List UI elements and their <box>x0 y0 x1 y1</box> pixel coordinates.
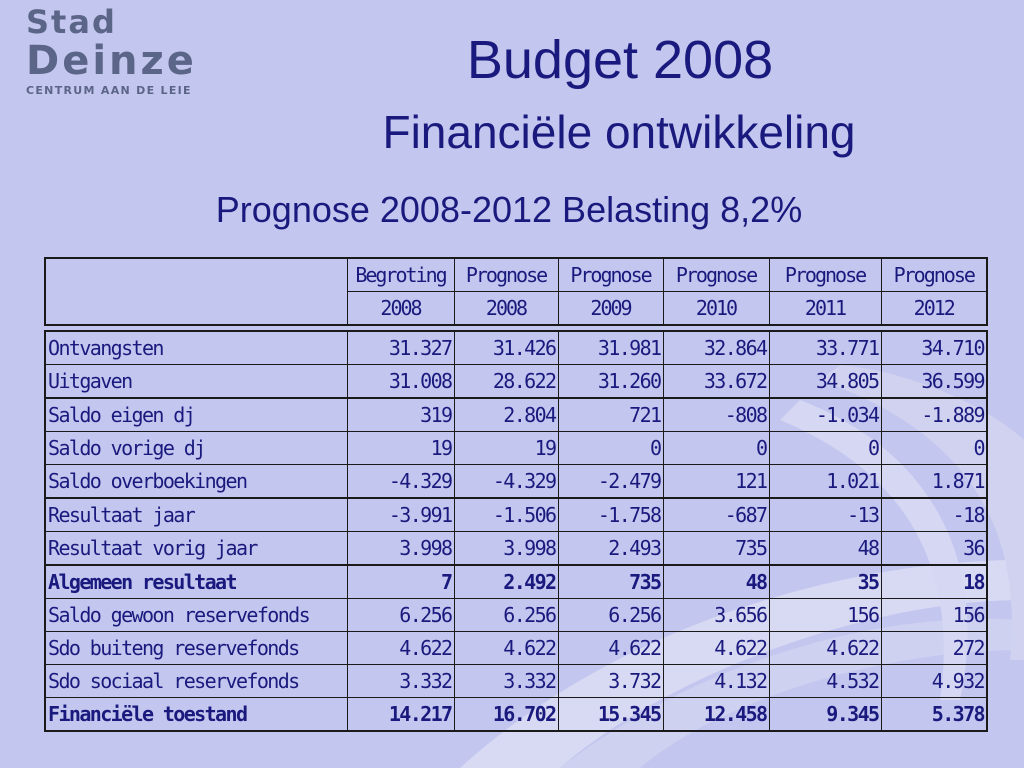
row-value: 48 <box>663 565 769 599</box>
row-label: Sdo sociaal reservefonds <box>45 665 347 698</box>
row-value: 48 <box>769 532 881 566</box>
row-value: -1.506 <box>454 498 558 532</box>
row-value: 2.492 <box>454 565 558 599</box>
header-corner <box>45 258 347 325</box>
row-value: 31.327 <box>347 331 454 365</box>
row-value: 121 <box>663 465 769 499</box>
row-value: 18 <box>881 565 987 599</box>
table-row <box>45 432 987 465</box>
row-value: 4.132 <box>663 665 769 698</box>
table-row <box>45 365 987 399</box>
table-header <box>44 257 988 326</box>
row-value: -18 <box>881 498 987 532</box>
row-value: 0 <box>558 432 663 465</box>
row-label: Saldo overboekingen <box>45 465 347 499</box>
row-value: 0 <box>663 432 769 465</box>
row-value: 735 <box>663 532 769 566</box>
row-value: 19 <box>347 432 454 465</box>
col-header-label: Prognose <box>881 258 987 292</box>
table-row <box>45 398 987 432</box>
row-value: 721 <box>558 398 663 432</box>
col-header-year: 2008 <box>347 292 454 326</box>
row-value: 12.458 <box>663 698 769 732</box>
col-header-year: 2009 <box>558 292 663 326</box>
row-label: Saldo gewoon reservefonds <box>45 599 347 632</box>
logo-line-3: CENTRUM AAN DE LEIE <box>26 84 192 97</box>
row-value: 15.345 <box>558 698 663 732</box>
col-header-label: Prognose <box>454 258 558 292</box>
col-header-year: 2012 <box>881 292 987 326</box>
table-row <box>45 465 987 499</box>
col-header-year: 2010 <box>663 292 769 326</box>
page-subtitle: Financiële ontwikkeling <box>382 106 856 158</box>
row-value: -687 <box>663 498 769 532</box>
row-value: 34.805 <box>769 365 881 399</box>
row-label: Saldo eigen dj <box>45 398 347 432</box>
row-value: -1.034 <box>769 398 881 432</box>
row-value: 0 <box>881 432 987 465</box>
table-row <box>45 498 987 532</box>
row-value: 5.378 <box>881 698 987 732</box>
row-value: 31.981 <box>558 331 663 365</box>
row-value: 4.622 <box>454 632 558 665</box>
row-value: 31.008 <box>347 365 454 399</box>
section-heading: Prognose 2008-2012 Belasting 8,2% <box>215 189 803 230</box>
row-value: 6.256 <box>454 599 558 632</box>
page-title: Budget 2008 <box>466 30 774 90</box>
col-header-label: Prognose <box>769 258 881 292</box>
row-value: 33.672 <box>663 365 769 399</box>
row-label: Resultaat vorig jaar <box>45 532 347 566</box>
row-value: 4.622 <box>558 632 663 665</box>
row-label: Sdo buiteng reservefonds <box>45 632 347 665</box>
row-label: Ontvangsten <box>45 331 347 365</box>
table-row <box>45 599 987 632</box>
row-value: -3.991 <box>347 498 454 532</box>
row-value: -13 <box>769 498 881 532</box>
logo-line-2: Deinze <box>26 38 197 84</box>
row-label: Financiële toestand <box>45 698 347 732</box>
row-value: 32.864 <box>663 331 769 365</box>
row-value: 4.622 <box>347 632 454 665</box>
table-row <box>45 331 987 365</box>
row-value: -4.329 <box>347 465 454 499</box>
row-value: 6.256 <box>347 599 454 632</box>
row-label: Saldo vorige dj <box>45 432 347 465</box>
table-row <box>45 632 987 665</box>
row-value: 1.871 <box>881 465 987 499</box>
row-value: 7 <box>347 565 454 599</box>
col-header-label: Prognose <box>558 258 663 292</box>
row-label: Resultaat jaar <box>45 498 347 532</box>
row-value: 1.021 <box>769 465 881 499</box>
row-value: 31.260 <box>558 365 663 399</box>
row-label: Uitgaven <box>45 365 347 399</box>
table-row <box>45 565 987 599</box>
row-value: -808 <box>663 398 769 432</box>
col-header-label: Prognose <box>663 258 769 292</box>
row-value: 4.932 <box>881 665 987 698</box>
row-value: 14.217 <box>347 698 454 732</box>
row-value: 3.332 <box>347 665 454 698</box>
table-row <box>45 665 987 698</box>
row-value: 9.345 <box>769 698 881 732</box>
col-header-year: 2011 <box>769 292 881 326</box>
row-value: 19 <box>454 432 558 465</box>
row-value: 2.493 <box>558 532 663 566</box>
row-value: 3.998 <box>347 532 454 566</box>
row-value: 3.998 <box>454 532 558 566</box>
row-label: Algemeen resultaat <box>45 565 347 599</box>
row-value: 2.804 <box>454 398 558 432</box>
row-value: 4.622 <box>663 632 769 665</box>
row-value: 735 <box>558 565 663 599</box>
row-value: 35 <box>769 565 881 599</box>
row-value: 28.622 <box>454 365 558 399</box>
row-value: -2.479 <box>558 465 663 499</box>
budget-table <box>44 330 988 732</box>
row-value: 4.532 <box>769 665 881 698</box>
table-row <box>45 698 987 732</box>
row-value: 156 <box>881 599 987 632</box>
row-value: 34.710 <box>881 331 987 365</box>
row-value: 33.771 <box>769 331 881 365</box>
row-value: 31.426 <box>454 331 558 365</box>
row-value: 16.702 <box>454 698 558 732</box>
row-value: 3.332 <box>454 665 558 698</box>
row-value: 36.599 <box>881 365 987 399</box>
row-value: -1.889 <box>881 398 987 432</box>
row-value: 3.656 <box>663 599 769 632</box>
row-value: 272 <box>881 632 987 665</box>
row-value: -1.758 <box>558 498 663 532</box>
table-row <box>45 532 987 566</box>
row-value: 319 <box>347 398 454 432</box>
row-value: 3.732 <box>558 665 663 698</box>
row-value: 156 <box>769 599 881 632</box>
col-header-label: Begroting <box>347 258 454 292</box>
logo-line-1: Stad <box>26 3 117 41</box>
row-value: 0 <box>769 432 881 465</box>
row-value: 6.256 <box>558 599 663 632</box>
col-header-year: 2008 <box>454 292 558 326</box>
row-value: 4.622 <box>769 632 881 665</box>
row-value: -4.329 <box>454 465 558 499</box>
row-value: 36 <box>881 532 987 566</box>
